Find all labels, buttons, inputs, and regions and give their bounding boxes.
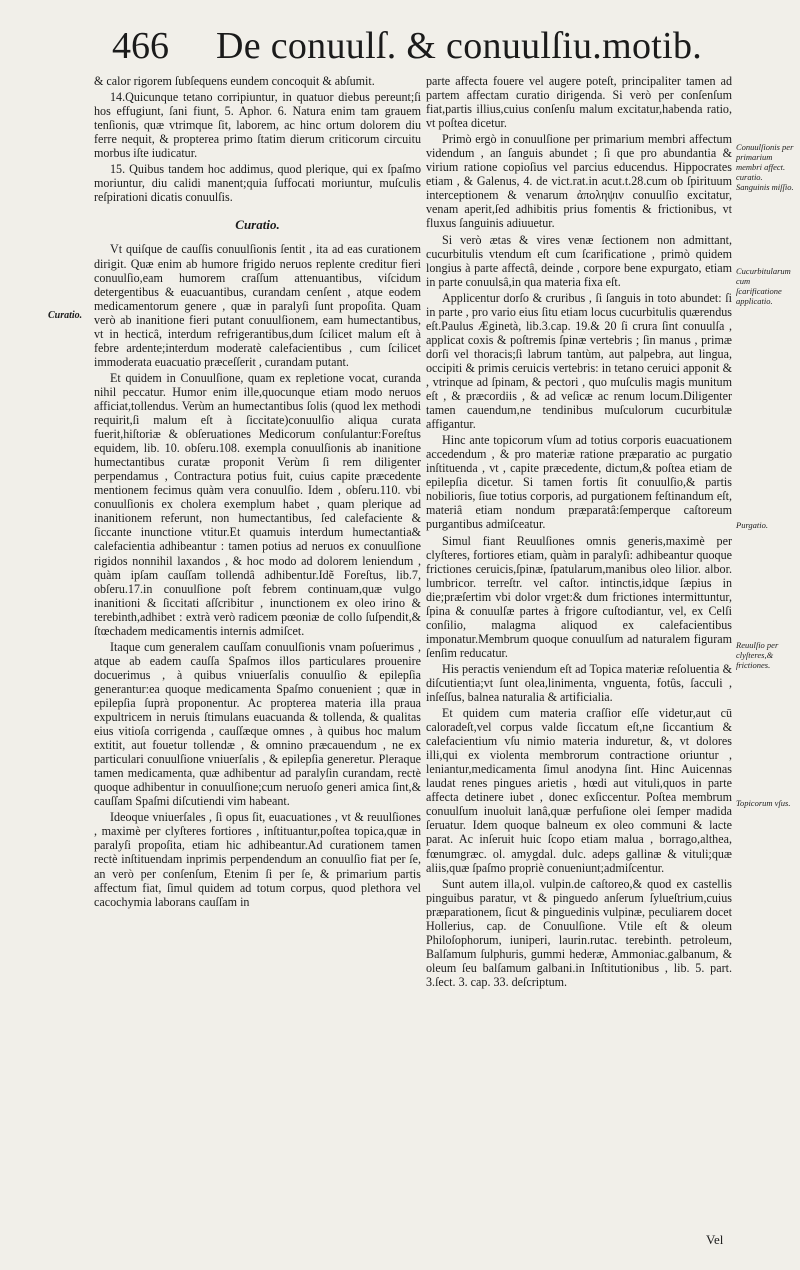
paragraph: parte affecta fouere vel augere poteſt, principaliter tamen ad partem affectam curatio dirigenda. Si verò per conſenſum fiat,partis illius,cuius conſenſu malum excitatur,habenda ratio, vt poſtea dicetur. (426, 74, 732, 131)
running-title: De conuulſ. & conuulſiu.motib. (216, 25, 703, 67)
page-number: 466 (112, 25, 169, 67)
paragraph: Applicentur dorſo & cruribus , ſi ſanguis in toto abundet: ſi in parte , pro vario eius ſitu etiam locus cucurbitulis quærendus eſt.Paulus Æginetà, lib.3.cap. 19.& 20 ſi crura ſint conuulſa , applicat coxis & poſtremis ſpinæ vertebris ; ſin manus , primæ dorſi vel thoracis;ſi labrum tantùm, aut palpebra, aut lingua, occipiti & primis ceruicis vertebris: in tetano ceruici apponit & , vtrinque ad ſpinam, & pectori , quo muſculis magis munitum eſt , & præcordiis , & ad veſicæ ac renum locum.Diligenter tamen cauendum,ne tendinibus muſculorum cucurbitulæ affigantur. (426, 290, 732, 432)
right-column (426, 74, 732, 991)
paragraph: Simul fiant Reuulſiones omnis generis,maximè per clyſteres, fortiores etiam, quàm in paralyſi: adhibeantur quoque frictiones ceruicis,ſpinæ, ſpatularum,manibus oleo lilior. albor. lumbricor. terreſtr. vel caſtor. intinctis,idque ſæpius in die;præſertim vbi dolor vrget:& dum frictiones intermittuntur, ſpina & conuulſæ partes à frigore cuſtodiantur, vel, ex Celſi conſilio, malagma aliquod ex calefacientibus imponatur.Membrum quoque conuulſum ad naturalem figuram ſenſim reducatur. (426, 533, 732, 660)
paragraph: 14.Quicunque tetano corripiuntur, in quatuor diebus pereunt;ſi hos effugiunt, ſani fiunt, 5. Aphor. 6. Natura enim tam grauem tenſionis, quæ vtrimque ſit, laborem, ac hinc ortum dolorem diu ferre nequit, & propterea primo ſtatim dierum criticorum circuitu morbus iſte iudicatur. (94, 90, 421, 161)
margin-note-right: Topicorum vſus. (736, 798, 791, 808)
paragraph: Et quidem in Conuulſione, quam ex repletione vocat, curanda nihil peccatur. Humor enim ille,quocunque etiam modo neruos afficiat,tollendus. Verùm an humectantibus ſolis (quod lex methodi requirit,ſi malum eſt à ſiccitate)conuulſio aliqua curata fuerit,hiſtoriæ & obſeruationes Medicorum conſulantur:Foreſtus equidem, lib. 10. obſeru.108. exempla conuulſionis ab inanitione humectantibus curatæ proponit Verùm ſi rem diligenter perpendamus , Contractura potius fuit, cuius capite præcedente mentionem fecimus quàm vera conuulſio. Idem , obſeru.110. vbi conuulſionis ex cholera exemplum habet , quam plerique ad inanitionem referunt, non humectantibus, ſed calefaciente & ſiccante inunctione vtitur.Et quamuis interdum humectantia& calefacientia adhibeantur : tamen potius ad neruos ex conuulſione rigidos nonnihil laxandos , & hoc modo ad dolorem leniendum , quàm ipſam cauſſam tollendâ adhibentur.Idẽ Foreſtus, lib.7, obſeru.17.in conuulſione poſt febrem continuam,quæ vulgo inanitioni & ſiccitati aſſcribitur , inunctionem ex oleo irino & terebinth,adhibet : extrà verò radicem pœoniæ de collo ſuſpendit,& ſtœchadem medicamentis internis admiſcet. (94, 370, 421, 638)
margin-note-left: Curatio. (48, 310, 83, 321)
paragraph: Vt quiſque de cauſſis conuulſionis ſentit , ita ad eas curationem dirigit. Quæ enim ab humore frigido neruos replente creditur fieri conuulſio,eam humorem craſſum attenuantibus, viſcidum detergentibus & euacuantibus, curandam cenſent , atque eodem medicamentorum genere , quæ in paralyſi ſunt propoſita. Quam verò ab inanitione fieri putant conuulſionem, eam humectantibus, vt in hecticâ, interdum refrigerantibus,dum ſcilicet malum eſt à febre ardente;interdum moderatè calefacientibus , cum ſcilicet immoderata euacuatio præceſſerit , curandam putant. (94, 242, 421, 369)
page-header (0, 20, 800, 72)
paragraph: & calor rigorem ſubſequens eundem concoquit & abſumit. (94, 74, 375, 88)
paragraph: Et quidem cum materia craſſior eſſe videtur,aut cū caloradeſt,vel corpus valde ſiccatum eſt,ne ſiccantium & calefacientium vſu nimio materia induretur, &, vt dolores illi,qui ex violenta membrorum contractione oriuntur , leniantur,medicamenta ſimul anodyna ſint. Hinc Auicennas laudat renes pingues arietis , hœdi aut vituli,quos in parte affecta detinere iubet , donec exſiccentur. Poſtea membrum conuulſum inuoluit lanâ,quæ perfuſione olei ſemper madida ſeruatur. Idem quoque balneum ex oleo communi & lacte parat. Ac inſeruit huic ſcopo etiam malua , borrago,althea, fœnumgræc. ol. amygdal. dulc. adeps gallinæ & vituli;quæ aliis,quæ ſpaſmo propriè conueniunt;admiſcentur. (426, 706, 732, 875)
section-heading: Curatio. (235, 217, 280, 233)
paragraph: Si verò ætas & vires venæ ſectionem non admittant, cucurbitulis vtendum eſt cum ſcarificatione , primò quidem longius à parte affectâ, deinde , corpore bene expurgato, etiam in parte conuulsâ,in qua materia fixa eſt. (426, 232, 732, 289)
paragraph: Sunt autem illa,ol. vulpin.de caſtoreo,& quod ex castellis pinguibus paratur, vt & pinguedo anſerum ſylueſtrium,cuius præparationem, ſicut & pinguedinis vulpinæ, peculiarem docet Hollerius, cap. de Conuulſione. Vtile eſt & oleum Philoſophorum, iuniperi, laurin.rutac. terebinth. petroleum, Balſamum ſulphuris, gummi hederæ, Ammoniac.galbanum, & oleum ſeu balſamum galbani.in Inſtitutionibus , lib. 5. part. 3.ſect. 3. cap. 33. deſcriptum. (426, 876, 732, 989)
margin-note-right: Conuulſionis per primarium membri affect. curatio. Sanguinis miſſio. (736, 142, 794, 192)
paragraph: Itaque cum generalem cauſſam conuulſionis vnam poſuerimus , atque ab eadem cauſſa Spaſmos illos particulares prouenire docuerimus , à quibus vniuerſalis conuulſio & epilepſia generantur:ea quoque medicamenta Spaſmo conuenient ; quæ in epilepſia ſuprà proponentur. Ac propterea materia illa praua expultricem in neruis ſtimulans euacuanda & tollenda, & qualitas eius vitioſa corrigenda , cauſſæque omnes , à quibus hoc malum extitit, aut fouetur tollendæ , & omnino præcauendum , ne ex particulari conuulſione vniuerſalis , & epilepſia generetur. Pleraque tamen medicamenta, quæ adhibentur ad paralyſin curandam, rectè quoque adhibentur in conuulſione;cum neruoſo generi amica ſint,& cauſſam Spaſmi diſcutiendi vim habeant. (94, 639, 421, 809)
paragraph: Primò ergò in conuulſione per primarium membri affectum videndum , an ſanguis abundet ; ſi que pro abundantia & virium ratione copioſius vel parcius educendus. Hippocrates etiam , & Galenus, 4. de vict.rat.in acut.t.28.cum ob ſpirituum interceptionem & venarum ἀποληψιν conuulſio excitatur, venam aperit,ſed adhibitis prius fomentis & frictionibus, vt fluxus ſanguinis adiuuetur. (426, 132, 732, 231)
margin-note-right: Reuulſio per clyſteres,& frictiones. (736, 640, 779, 670)
margin-note-right: Cucurbitularum cum ſcarificatione applicatio. (736, 266, 791, 306)
paragraph: 15. Quibus tandem hoc addimus, quod plerique, qui ex ſpaſmo moriuntur, diu calidi manent;quia ſuffocati moriuntur, muſculis reſpirationi dicatis conuulſis. (94, 162, 421, 205)
left-column (94, 74, 421, 911)
margin-note-right: Purgatio. (736, 520, 769, 530)
paragraph: Ideoque vniuerſales , ſi opus ſit, euacuationes , vt & reuulſiones , maximè per clyſteres fortiores , inſtituantur,poſtea topica,quæ in paralyſi propoſita, etiam hic adhibeantur.Ad curationem tamen rectè inſtituendam inprimis perpendendum an conuulſio fiat per ſe, an verò per conſenſum, Etenim ſi per ſe, & primarium partis affectum fiat, ſimul quidem ad totum corpus, quod plethora vel cacochymia laborans cauſſam in (94, 810, 421, 909)
paragraph: His peractis veniendum eſt ad Topica materiæ reſoluentia & diſcutientia;vt ſunt olea,linimenta, vnguenta, fotûs, ſacculi , inſeſſus, balnea naturalia & artificialia. (426, 661, 732, 705)
paragraph: Hinc ante topicorum vſum ad totius corporis euacuationem accedendum , & pro materiæ ratione præparatio ac purgatio inſtituenda , vt , capite præcedente, dictum,& poſtea etiam de epilepſia dicetur. Si tamen fortis ſit conuulſio,& partis nobilioris, ſiue totius corporis, ad purgationem feſtinandum eſt, materiâ etiam nondum præparatâ:ſemperque caſtoreum purgantibus admiſceatur. (426, 433, 732, 532)
catchword: Vel (706, 1232, 724, 1247)
